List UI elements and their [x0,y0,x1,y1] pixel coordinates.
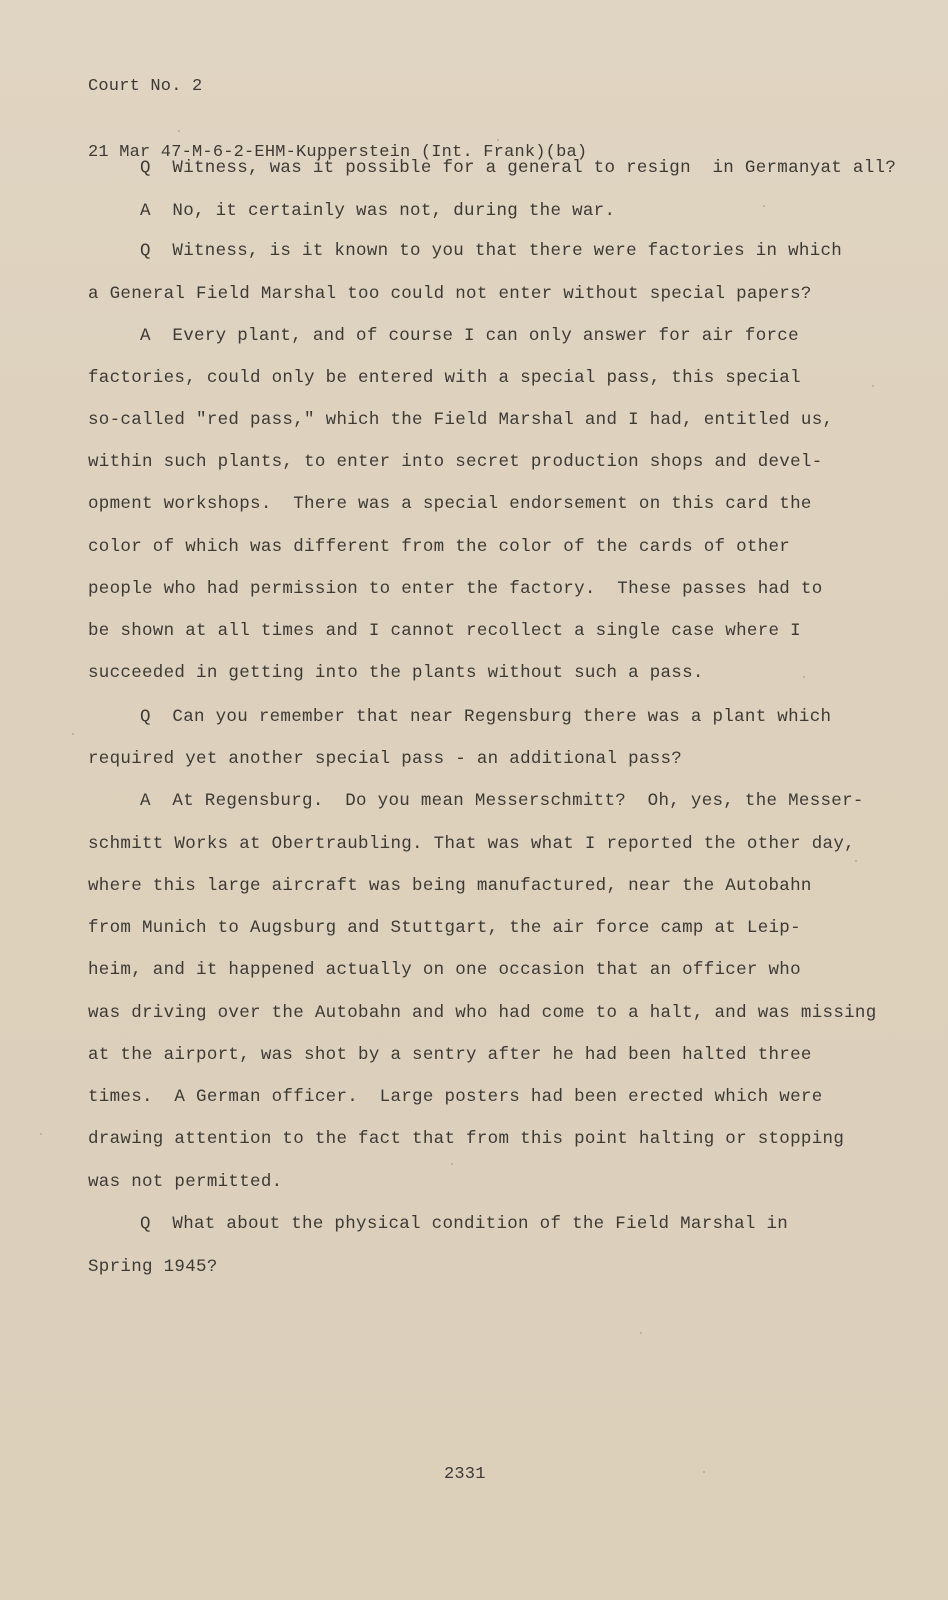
transcript-line: opment workshops. There was a special endorsement on this card the [88,494,812,514]
speck [40,1133,42,1135]
document-header [88,32,587,208]
transcript-line: factories, could only be entered with a special pass, this special [88,368,801,388]
transcript-line: Spring 1945? [88,1257,218,1277]
transcript-line: so-called "red pass," which the Field Marshal and I had, entitled us, [88,410,834,430]
transcript-line: times. A German officer. Large posters had been erected which were [88,1087,823,1107]
speck [497,139,499,141]
speck [763,205,765,207]
transcript-line: Q Witness, was it possible for a general to resign in Germanyat all? [140,158,897,178]
transcript-line: heim, and it happened actually on one occasion that an officer who [88,960,801,980]
speck [803,676,805,678]
session-reference: 21 Mar 47-M-6-2-EHM-Kupperstein (Int. Frank)(ba) [88,143,588,162]
transcript-line: people who had permission to enter the factory. These passes had to [88,579,823,599]
transcript-line: schmitt Works at Obertraubling. That was what I reported the other day, [88,834,855,854]
transcript-line: a General Field Marshal too could not enter without special papers? [88,284,812,304]
court-number: Court No. 2 [88,77,203,96]
transcript-line: A No, it certainly was not, during the war. [140,201,616,221]
transcript-line: Q Witness, is it known to you that there were factories in which [140,241,843,261]
transcript-line: was driving over the Autobahn and who had come to a halt, and was missing [88,1003,877,1023]
transcript-line: succeeded in getting into the plants without such a pass. [88,663,704,683]
speck [640,1332,642,1334]
speck [178,130,180,132]
transcript-line: A Every plant, and of course I can only answer for air force [140,326,799,346]
transcript-line: drawing attention to the fact that from this point halting or stopping [88,1129,845,1149]
speck [451,1163,453,1165]
transcript-line: color of which was different from the color of the cards of other [88,537,791,557]
transcript-line: be shown at all times and I cannot recollect a single case where I [88,621,801,641]
transcript-line: Q Can you remember that near Regensburg there was a plant which [140,707,832,727]
speck [703,1471,705,1473]
page-number: 2331 [444,1465,486,1484]
speck [872,385,874,387]
transcript-line: where this large aircraft was being manufactured, near the Autobahn [88,876,812,896]
transcript-line: from Munich to Augsburg and Stuttgart, the air force camp at Leip- [88,918,801,938]
transcript-line: Q What about the physical condition of the Field Marshal in [140,1214,789,1234]
transcript-line: A At Regensburg. Do you mean Messerschmitt? Oh, yes, the Messer- [140,791,864,811]
transcript-line: required yet another special pass - an additional pass? [88,749,683,769]
transcript-line: was not permitted. [88,1172,283,1192]
speck [72,733,74,735]
transcript-line: at the airport, was shot by a sentry after he had been halted three [88,1045,812,1065]
speck [855,860,857,862]
transcript-line: within such plants, to enter into secret production shops and devel- [88,452,823,472]
